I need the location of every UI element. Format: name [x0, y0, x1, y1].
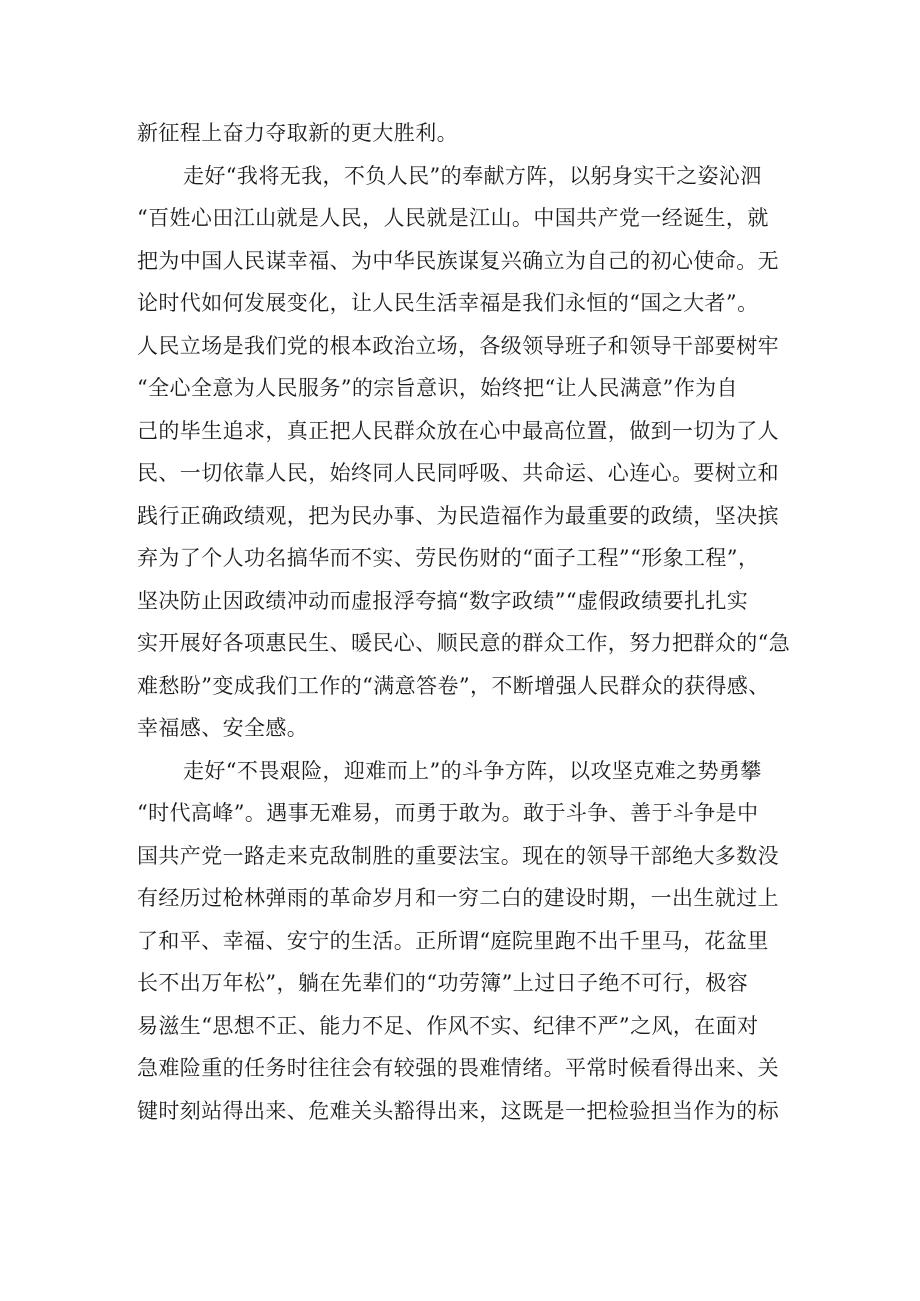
text-line: 己的毕生追求，真正把人民群众放在心中最高位置，做到一切为了人 [137, 418, 779, 443]
text-line: 践行正确政绩观，把为民办事、为民造福作为最重要的政绩，坚决摈 [137, 503, 779, 528]
paragraph-first-line: 走好“我将无我，不负人民”的奉献方阵，以躬身实干之姿沁泗 [183, 163, 762, 188]
text-line: 人民立场是我们党的根本政治立场，各级领导班子和领导干部要树牢 [137, 333, 779, 358]
text-line: 实开展好各项惠民生、暖民心、顺民意的群众工作，努力把群众的“急 [137, 631, 791, 655]
paragraph-first-line: 走好“不畏艰险，迎难而上”的斗争方阵，以攻坚克难之势勇攀 [183, 758, 762, 783]
text-line: 坚决防止因政绩冲动而虚报浮夸搞“数字政绩”“虚假政绩要扎扎实 [137, 588, 749, 613]
text-line: 新征程上奋力夺取新的更大胜利。 [137, 121, 458, 145]
text-line: 了和平、幸福、安宁的生活。正所谓“庭院里跑不出千里马，花盆里 [137, 928, 769, 953]
text-line: 民、一切依靠人民，始终同人民同呼吸、共命运、心连心。要树立和 [137, 461, 779, 485]
text-line: 易滋生“思想不正、能力不足、作风不实、纪律不严”之风，在面对 [137, 1013, 759, 1038]
text-line: 弃为了个人功名搞华而不实、劳民伤财的“面子工程”“形象工程”， [137, 546, 760, 570]
text-line: 急难险重的任务时往往会有较强的畏难情绪。平常时候看得出来、关 [137, 1056, 779, 1080]
text-line: 有经历过枪林弹雨的革命岁月和一穷二白的建设时期，一出生就过上 [137, 886, 779, 910]
body-text [137, 112, 797, 1132]
text-line: 国共产党一路走来克敌制胜的重要法宝。现在的领导干部绝大多数没 [137, 843, 779, 868]
text-line: 长不出万年松”，躺在先辈们的“功劳簿”上过日子绝不可行，极容 [137, 971, 749, 995]
text-line: “全心全意为人民服务”的宗旨意识，始终把“让人民满意”作为自 [137, 376, 738, 400]
text-line: 幸福感、安全感。 [137, 716, 309, 740]
text-line: “百姓心田江山就是人民，人民就是江山。中国共产党一经诞生，就 [137, 206, 769, 230]
text-line: “时代高峰”。遇事无难易，而勇于敢为。敢于斗争、善于斗争是中 [137, 801, 759, 825]
text-line: 难愁盼”变成我们工作的“满意答卷”，不断增强人民群众的获得感、 [137, 673, 770, 698]
text-line: 键时刻站得出来、危难关头豁得出来，这既是一把检验担当作为的标 [137, 1098, 779, 1123]
text-line: 论时代如何发展变化，让人民生活幸福是我们永恒的“国之大者”。 [137, 291, 759, 315]
text-line: 把为中国人民谋幸福、为中华民族谋复兴确立为自己的初心使命。无 [137, 248, 779, 273]
